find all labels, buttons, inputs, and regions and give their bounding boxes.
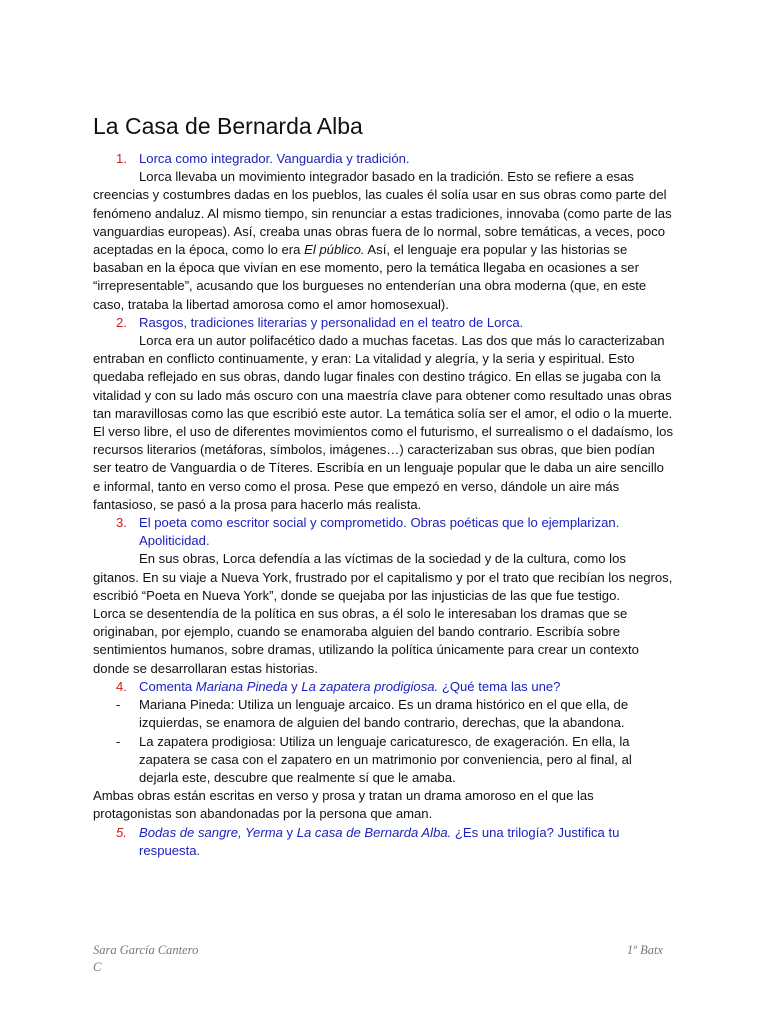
section-2-body: Lorca era un autor polifacético dado a muchas facetas. Las dos que más lo caracterizaban entraban en conflicto continuamente, y eran: La vitalidad y alegría, y la seria y espiritual. Esto quedaba reflejado en sus obras, dando lugar finales con destino trágico. En ellas se jugaba con la vitalidad y con su lado más oscuro con una maestría clave para obtener como resultado unas obras tan maravillosas como las que escribió este autor. La temática solía ser el amor, el odio o la muerte. El verso libre, el uso de diferentes movimientos como el futurismo, el surrealismo o el dadaísmo, los recursos literarios (metáforas, símbolos, imágenes…) caracterizaban sus obras, que bien podían ser teatro de Vanguardia o de Títeres. Escribía en un lenguaje popular que le daba un aire sencillo e informal, tanto en verso como el prosa. Pese que empezó en verso, dándole un aire más fantasioso, se pasó a la prosa para hacerlo más realista. [93,333,674,512]
section-4-item-2-text: La zapatera prodigiosa: Utiliza un lenguaje caricaturesco, de exageración. En ella, la zapatera se casa con el zapatero en un matrimonio por conveniencia, pero al final, al dejarla este, descubre que realmente sí que le amaba. [139,733,632,785]
page-footer [93,942,663,976]
section-1-heading [93,150,673,168]
section-1-body [93,168,673,314]
section-1-body-b: Así, el lenguaje era popular y las historias se basaban en la época que vivían en ese momento, pero la temática llegaba en ocasiones a ser “irrepresentable”, acusando que los burgueses no entenderían una obra moderna (que, en este caso, trataba la libertad amorosa como el amor homosexual). [93,242,647,312]
section-4-heading-em1: Mariana Pineda [195,678,288,694]
section-2-heading-text: Rasgos, tradiciones literarias y personalidad en el teatro de Lorca. [139,314,524,330]
section-3-heading-text: El poeta como escritor social y comprometido. Obras poéticas que lo ejemplarizan. Apoliticidad. [139,515,620,549]
section-4-list-item [93,733,673,788]
section-5-heading-c: ¿Es una trilogía? Justifica tu respuesta. [139,824,620,858]
section-4-heading-em2: La zapatera prodigiosa. [301,678,439,694]
section-4-heading-c: ¿Qué tema las une? [438,678,561,694]
section-3-heading [93,514,673,550]
section-5-heading-em2: La casa de Bernarda Alba. [296,824,452,840]
section-5-heading [93,824,673,860]
section-5-number: 5. [116,824,127,840]
section-4-number: 4. [116,678,127,694]
list-dash: - [116,697,121,713]
section-5-heading-em1: Bodas de sangre, Yerma [139,824,283,840]
section-4-heading [93,678,673,696]
section-1-heading-text: Lorca como integrador. Vanguardia y tradición. [139,151,410,166]
list-dash: - [116,733,121,749]
footer-author: Sara García Cantero [93,943,199,957]
section-4-list-item [93,696,673,732]
section-3-body-2: Lorca se desentendía de la política en sus obras, a él solo le interesaban los dramas que se originaban, por ejemplo, cuando se enamoraba alguien del bando contrario. Escribía sobre sentimientos humanos, sobre dramas, utilizando la política únicamente para crear un contexto donde se desarrollaran estas historias. [93,606,639,676]
section-4-item-1-text: Mariana Pineda: Utiliza un lenguaje arcaico. Es un drama histórico en el que ella, de izquierdas, se enamora de alguien del bando contrario, derechas, que la abandona. [139,697,629,731]
document-page [93,112,673,860]
footer-group: C [93,960,102,974]
section-4-body: Ambas obras están escritas en verso y prosa y tratan un drama amoroso en el que las protagonistas son abandonadas por la persona que aman. [93,788,594,822]
section-4-heading-a: Comenta [139,678,196,694]
section-5-heading-b: y [282,824,297,840]
section-3-body: En sus obras, Lorca defendía a las víctimas de la sociedad y de la cultura, como los gitanos. En su viaje a Nueva York, frustrado por el capitalismo y por el trato que recibían los negros, escribió “Poeta en Nueva York”, donde se quejaba por las injusticias de las que fue testigo. [93,551,673,603]
footer-course: 1º Batx [626,943,663,957]
section-2-number: 2. [116,314,127,330]
document-title: La Casa de Bernarda Alba [93,113,363,139]
section-2-heading [93,314,673,332]
section-4-heading-b: y [287,678,302,694]
section-1-body-emphasis: El público. [304,242,365,258]
section-3-number: 3. [116,515,127,531]
section-1-number: 1. [116,151,127,166]
section-1-body-a: Lorca llevaba un movimiento integrador basado en la tradición. Esto se refiere a esas creencias y costumbres dadas en los pueblos, las cuales él solía usar en sus obras como parte del fenómeno andaluz. Al mismo tiempo, sin renunciar a estas tradiciones, innovaba (como parte de las vanguardias europeas). Así, creaba unas obras fuera de lo normal, sobre temáticas, a veces, poco aceptadas en la época, como lo era [93,169,672,258]
